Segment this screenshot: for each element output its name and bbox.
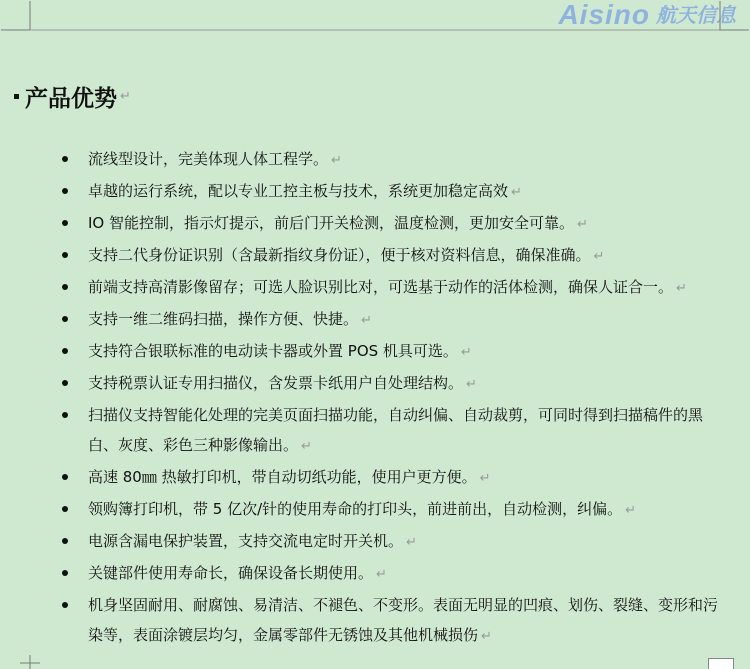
feature-item <box>60 558 732 590</box>
paragraph-mark: ↵ <box>577 217 588 232</box>
feature-text: 支持一维二维码扫描，操作方便、快捷。 <box>88 310 359 328</box>
feature-item <box>60 144 732 176</box>
feature-item <box>60 462 732 494</box>
corner-scroll-button[interactable] <box>708 658 734 669</box>
feature-text: 高速 80㎜ 热敏打印机，带自动切纸功能，使用户更方便。 <box>88 468 477 486</box>
feature-text: 扫描仪支持智能化处理的完美页面扫描功能，自动纠偏、自动裁剪，可同时得到扫描稿件的黑白、灰度、彩色三种影像输出。 <box>88 406 704 454</box>
paragraph-mark: ↵ <box>361 313 372 328</box>
feature-text: 卓越的运行系统，配以专业工控主板与技术，系统更加稳定高效 <box>88 182 509 200</box>
heading-bullet <box>14 94 19 99</box>
paragraph-mark: ↵ <box>120 89 131 104</box>
paragraph-mark: ↵ <box>481 629 492 644</box>
feature-text: 支持税票认证专用扫描仪，含发票卡纸用户自处理结构。 <box>88 374 464 392</box>
paragraph-mark: ↵ <box>511 185 522 200</box>
feature-item <box>60 494 732 526</box>
feature-item <box>60 336 732 368</box>
paragraph-mark: ↵ <box>593 249 605 264</box>
feature-text: 流线型设计，完美体现人体工程学。 <box>88 150 329 168</box>
paragraph-mark: ↵ <box>376 567 387 582</box>
feature-text: 支持二代身份证识别（含最新指纹身份证），便于核对资料信息，确保准确。 <box>88 246 591 264</box>
logo-cjk-text: 航天信息 <box>656 3 736 27</box>
feature-item <box>60 368 732 400</box>
feature-text: 领购簿打印机，带 5 亿次/针的使用寿命的打印头，前进前出，自动检测，纠偏。 <box>88 500 623 518</box>
feature-item <box>60 176 732 208</box>
paragraph-mark: ↵ <box>460 345 472 360</box>
features-list <box>60 144 732 652</box>
top-left-margin-mark <box>1 1 30 30</box>
paragraph-mark: ↵ <box>625 503 637 518</box>
feature-item <box>60 590 732 652</box>
paragraph-mark: ↵ <box>479 471 491 486</box>
feature-text: 前端支持高清影像留存；可选人脸识别比对，可选基于动作的活体检测，确保人证合一。 <box>88 278 674 296</box>
section-heading <box>14 80 131 113</box>
feature-item <box>60 526 732 558</box>
paragraph-mark: ↵ <box>331 153 342 168</box>
heading-title: 产品优势 <box>25 86 117 112</box>
feature-text: 关键部件使用寿命长，确保设备长期使用。 <box>88 564 374 582</box>
feature-item <box>60 304 732 336</box>
logo-latin-text: Aisino <box>558 0 650 30</box>
aisino-logo <box>558 0 736 30</box>
paragraph-mark: ↵ <box>301 439 312 454</box>
paragraph-mark: ↵ <box>676 281 687 296</box>
feature-text: 支持符合银联标准的电动读卡器或外置 POS 机具可选。 <box>88 342 458 360</box>
paragraph-mark: ↵ <box>406 535 417 550</box>
feature-item <box>60 400 732 462</box>
feature-item <box>60 208 732 240</box>
feature-item <box>60 272 732 304</box>
feature-text: 电源含漏电保护装置，支持交流电定时开关机。 <box>88 532 404 550</box>
feature-item <box>60 240 732 272</box>
feature-text: IO 智能控制，指示灯提示，前后门开关检测，温度检测，更加安全可靠。 <box>88 214 575 232</box>
paragraph-mark: ↵ <box>466 377 477 392</box>
feature-text: 机身坚固耐用、耐腐蚀、易清洁、不褪色、不变形。表面无明显的凹痕、划伤、裂缝、变形和污染等，表面涂镀层均匀，金属零部件无锈蚀及其他机械损伤 <box>88 596 719 644</box>
